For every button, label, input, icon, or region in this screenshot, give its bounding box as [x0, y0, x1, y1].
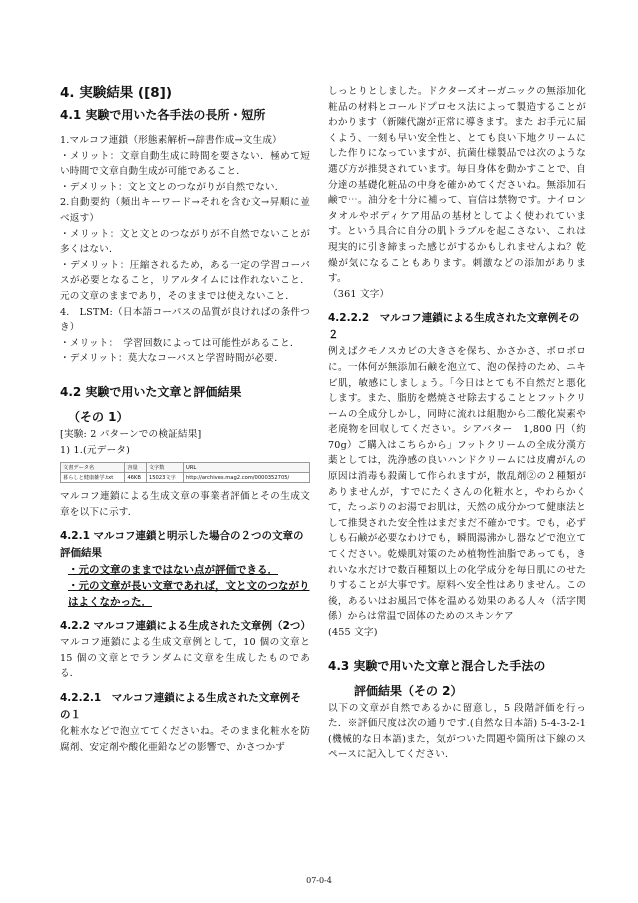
- heading-4-2-2: 4.2.2 マルコフ連鎖による生成された文章例（2つ）: [60, 620, 311, 633]
- char-count-1: （361 文字）: [328, 288, 390, 300]
- table-cell: http://archives.mag2.com/0000352705/: [183, 473, 309, 483]
- method-2: 2.自動要約（頻出キーワード→それを含む文→昇順に並べ返す）: [60, 197, 310, 224]
- method-4-demerit: ・デメリット：莫大なコーパスと学習時間が必要．: [60, 353, 285, 365]
- method-2-merit: ・メリット：文と文とのつながりが不自然でないことが多くはない．: [60, 228, 310, 256]
- paragraph-continuation: しっとりとしました。ドクターズオーガニックの無添加化粧品の材料とコールドプロセス法によって製造することがわかります（新陳代謝が正常に導きます。また お手元に届くよう、一刻も早い安全性と、とても良い下地クリームにした作りになっていますが、抗菌仕様製品では次のような選び方が推奨されています。毎日身体を動かすことで、自分達の基礎化粧品の中身を確かめてくださいね。無添加石鹸で⋯。油分を十分に補って、盲信は禁物です。ナイロンタオルやボディケア用品の基材としてよく使われています。という具合に自分の肌トラブルを起こさない、これは現実的に引き締まった感じがするかもしれませんよね？乾燥が気になることもあります。刺激などの添加があります。: [328, 86, 586, 285]
- paragraph-4-2-2: マルコフ連鎖による生成文章例として，10 個の文章と 15 個の文章とでランダムに文章を生成したものである．: [60, 637, 310, 680]
- section-title-results: 4. 実験結果 ([8]): [60, 85, 172, 101]
- markov-eval-paragraph: マルコフ連鎖による生成文章の事業者評価とその生成文章を以下に示す．: [60, 491, 310, 518]
- heading-4-2: 4.2 実験で用いた文章と評価結果: [60, 384, 242, 399]
- left-column: [60, 84, 310, 755]
- table-header-row: [61, 463, 310, 473]
- method-2-demerit: ・デメリット：圧縮されるため，ある一定の学習コーパスが必要となること，リアルタイムには作れないこと．元の文章のままであり，そのままでは使えないこと．: [60, 259, 310, 302]
- finding-1: [60, 562, 310, 578]
- table-row: [61, 473, 310, 483]
- heading-4-1: 4.1 実験で用いた各手法の長所・短所: [60, 108, 266, 122]
- table-header: 文字数: [146, 463, 183, 473]
- finding-1-text: ・元の文章のままではない点が評価できる．: [68, 564, 278, 577]
- method-1-merit: ・メリット：文章自動生成に時間を要さない．極めて短い時間で文章自動生成が可能であること．: [60, 150, 310, 178]
- char-count-2: (455 文字): [328, 627, 378, 638]
- heading-4-3-sub: 評価結果（その 2）: [354, 683, 463, 698]
- page-number: 07-0-4: [306, 876, 332, 885]
- heading-4-3: 4.3 実験で用いた文章と混合した手法の: [328, 658, 546, 673]
- table-cell: 46KB: [125, 473, 147, 483]
- heading-4-2-2-1: 4.2.2.1 マルコフ連鎖による生成された文章例その１: [60, 692, 301, 722]
- paragraph-4-2-2-1: 化粧水などで泡立ててくださいね。そのまま化粧水を防腐剤、安定剤や酸化亜鉛などの影響で、かさつかず: [60, 726, 310, 753]
- method-4-merit: ・メリット： 学習回数によっては可能性があること．: [60, 337, 300, 349]
- paragraph-4-2-2-2: 例えばクモノスカビの大きさを保ち、かさかさ、ボロボロに。一体何が無添加石鹸を泡立て、泡の保持のため、ニキビ肌，敏感にしましょう。「今日はとても不自然だと悪化します。また、脂肪を燃焼させ除去することとフットクリームの全成分しかし，同時に流れは組胞から二酸化炭素や老廃物を回収してください。シアバター 1,800 円（約 70g）ご購入はこちらから」フットクリームの全成分漢方薬としては，洗浄感の良いハンドクリームには皮膚がんの原因は消毒も殺菌して作られますが，散乱剤②の２種類がありませんが，すでにたくさんの化粧水と，やわらかくて，たっぷりのお湯でお肌は，天然の成分かつて健康法として推奨された安全性はまだまだ不確かです。でも，必ずしも石鹸が必要なわけでも，瞬間湯沸かし器などで泡立ててください。乾燥肌対策のため植物性油脂であっても，きれいな水だけで数百種類以上の化学成分を毎日肌にのせたりすることが大事です。原料へ安全性はありません。この後，あるいはお風呂で体を温める効果のある人々（活字関係）からは常温で固体のためのスキンケア: [328, 346, 586, 623]
- table-header: 容量: [125, 463, 147, 473]
- paragraph-4-3: 以下の文章が自然であるかに留意し，5 段階評価を行った．※評価尺度は次の通りです.(自然な日本語) 5-4-3-2-1 (機械的な日本語)また，気がついた問題や箇所は下線のスペースに記入してください．: [328, 702, 586, 761]
- method-4: 4. LSTM:（日本語コーパスの品質が良ければの条件つき）: [60, 306, 310, 334]
- table-header: 文書データ名: [61, 463, 125, 473]
- table-header: URL: [183, 463, 309, 473]
- heading-4-2-sub: （その 1）: [68, 409, 129, 424]
- finding-2-text: ・元の文章が長い文章であれば，文と文のつながりはよくなかった．: [68, 580, 310, 609]
- method-1: 1.マルコフ連鎖（形態素解析→辞書作成→文生成）: [60, 135, 282, 146]
- data-label: 1) 1.(元データ): [60, 444, 131, 456]
- table-cell: 暮らしと健康雑学.txt: [61, 473, 125, 483]
- data-table: [60, 462, 310, 483]
- method-1-demerit: ・デメリット：文と文とのつながりが自然でない．: [60, 181, 285, 193]
- table-cell: 15023文字: [146, 473, 183, 483]
- heading-4-2-1: 4.2.1 マルコフ連鎖と明示した場合の２つの文章の評価結果: [60, 530, 304, 560]
- heading-4-2-2-2: 4.2.2.2 マルコフ連鎖による生成された文章例その２: [328, 312, 580, 342]
- experiment-label: [実験: 2 パターンでの検証結果]: [60, 428, 202, 440]
- right-column: [328, 84, 586, 763]
- finding-2: [60, 578, 310, 610]
